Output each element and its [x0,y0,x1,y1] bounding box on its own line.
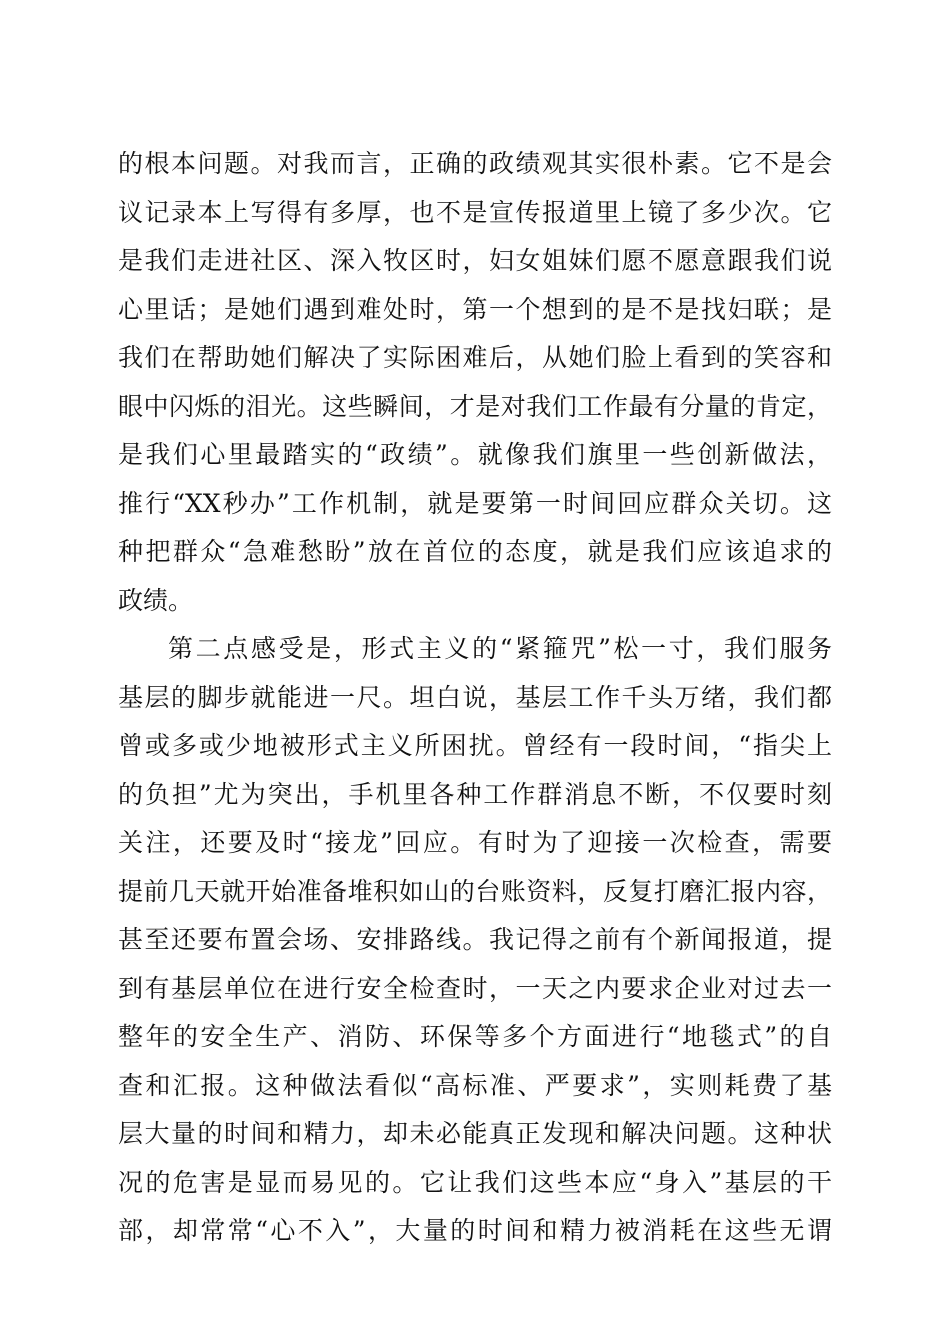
text-line: 层大量的时间和精力，却未必能真正发现和解决问题。这种状 [118,1119,832,1148]
text-line: 的负担”尤为突出，手机里各种工作群消息不断，不仅要时刻 [118,779,832,809]
text-line: 整年的安全生产、消防、环保等多个方面进行“地毯式”的自 [118,1022,832,1051]
text-line: 曾或多或少地被形式主义所困扰。曾经有一段时间，“指尖上 [118,731,832,760]
text-line: 是我们心里最踏实的“政绩”。就像我们旗里一些创新做法， [118,440,832,469]
text-line: 种把群众“急难愁盼”放在首位的态度，就是我们应该追求的 [118,537,832,566]
text-line: 我们在帮助她们解决了实际困难后，从她们脸上看到的笑容和 [118,343,832,372]
text-line: 基层的脚步就能进一尺。坦白说，基层工作千头万绪，我们都 [118,682,832,712]
text-line: 况的危害是显而易见的。它让我们这些本应“身入”基层的干 [118,1167,832,1197]
text-line: 心里话；是她们遇到难处时，第一个想到的是不是找妇联；是 [118,294,832,324]
paragraph-start-line: 第二点感受是，形式主义的“紧箍咒”松一寸，我们服务 [168,634,832,663]
text-line: 关注，还要及时“接龙”回应。有时为了迎接一次检查，需要 [118,828,832,857]
text-line: 议记录本上写得有多厚，也不是宣传报道里上镜了多少次。它 [118,197,832,227]
text-line: 查和汇报。这种做法看似“高标准、严要求”，实则耗费了基 [118,1070,832,1100]
text-line: 到有基层单位在进行安全检查时，一天之内要求企业对过去一 [118,973,832,1003]
text-line: 推行“XX秒办”工作机制，就是要第一时间回应群众关切。这 [118,488,832,518]
text-line: 部，却常常“心不入”，大量的时间和精力被消耗在这些无谓 [118,1216,832,1245]
paragraph-end-line: 政绩。 [118,585,194,615]
text-line: 甚至还要布置会场、安排路线。我记得之前有个新闻报道，提 [118,925,832,954]
text-line: 的根本问题。对我而言，正确的政绩观其实很朴素。它不是会 [118,149,832,178]
text-line: 眼中闪烁的泪光。这些瞬间，才是对我们工作最有分量的肯定， [118,391,832,421]
text-line: 是我们走进社区、深入牧区时，妇女姐妹们愿不愿意跟我们说 [118,246,832,275]
body-text [118,140,832,1256]
text-line: 提前几天就开始准备堆积如山的台账资料，反复打磨汇报内容， [118,876,832,906]
